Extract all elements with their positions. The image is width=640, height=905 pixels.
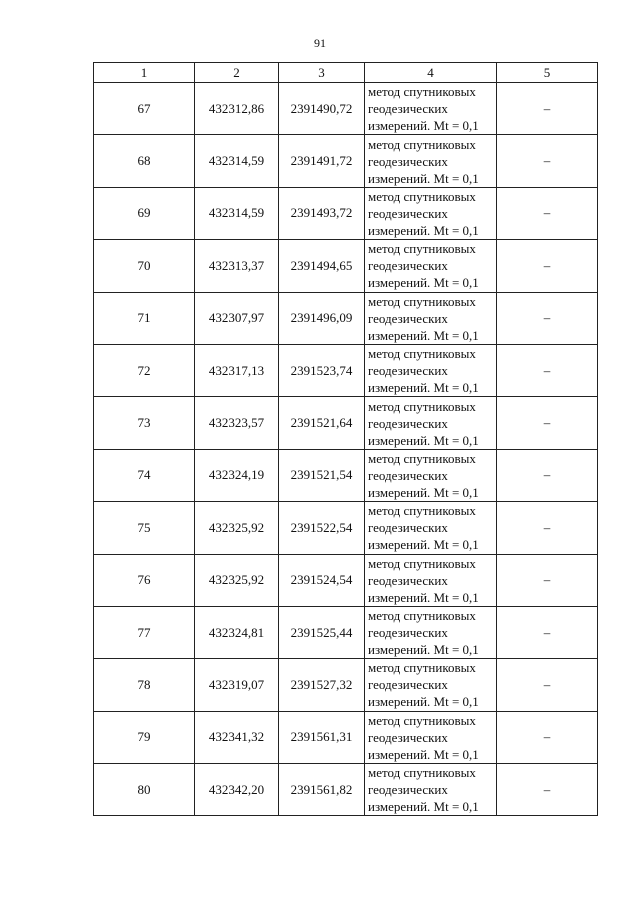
x-coordinate-cell: 432312,86 bbox=[195, 83, 279, 135]
point-number-cell: 71 bbox=[94, 292, 195, 344]
point-number-cell: 70 bbox=[94, 240, 195, 292]
method-line: метод спутниковых bbox=[368, 293, 476, 309]
note-cell: – bbox=[497, 659, 598, 711]
x-coordinate-cell: 432319,07 bbox=[195, 659, 279, 711]
table-row bbox=[94, 606, 598, 658]
column-header-3: 3 bbox=[279, 63, 365, 83]
table-header bbox=[94, 63, 598, 83]
table-row bbox=[94, 83, 598, 135]
y-coordinate-cell: 2391561,31 bbox=[279, 711, 365, 763]
method-line: измерений. Mt = 0,1 bbox=[368, 327, 479, 343]
method-cell bbox=[365, 502, 497, 554]
note-cell: – bbox=[497, 711, 598, 763]
note-cell: – bbox=[497, 449, 598, 501]
note-cell: – bbox=[497, 397, 598, 449]
method-line: метод спутниковых bbox=[368, 712, 476, 728]
method-line: геодезических bbox=[368, 363, 448, 379]
method-line: геодезических bbox=[368, 572, 448, 588]
point-number-cell: 72 bbox=[94, 344, 195, 396]
method-line: геодезических bbox=[368, 625, 448, 641]
method-cell bbox=[365, 240, 497, 292]
method-line: измерений. Mt = 0,1 bbox=[368, 380, 479, 396]
x-coordinate-cell: 432323,57 bbox=[195, 397, 279, 449]
y-coordinate-cell: 2391525,44 bbox=[279, 606, 365, 658]
method-line: измерений. Mt = 0,1 bbox=[368, 170, 479, 186]
method-line: геодезических bbox=[368, 520, 448, 536]
note-cell: – bbox=[497, 344, 598, 396]
x-coordinate-cell: 432342,20 bbox=[195, 764, 279, 816]
note-cell: – bbox=[497, 240, 598, 292]
method-line: геодезических bbox=[368, 258, 448, 274]
method-cell bbox=[365, 135, 497, 187]
point-number-cell: 78 bbox=[94, 659, 195, 711]
note-cell: – bbox=[497, 292, 598, 344]
method-line: метод спутниковых bbox=[368, 84, 476, 100]
note-cell: – bbox=[497, 554, 598, 606]
method-cell bbox=[365, 711, 497, 763]
note-cell: – bbox=[497, 83, 598, 135]
method-line: геодезических bbox=[368, 415, 448, 431]
table-row bbox=[94, 764, 598, 816]
note-cell: – bbox=[497, 187, 598, 239]
method-line: геодезических bbox=[368, 205, 448, 221]
table-row bbox=[94, 554, 598, 606]
page-number: 91 bbox=[314, 36, 326, 50]
table-row bbox=[94, 240, 598, 292]
method-line: геодезических bbox=[368, 782, 448, 798]
point-number-cell: 79 bbox=[94, 711, 195, 763]
y-coordinate-cell: 2391521,64 bbox=[279, 397, 365, 449]
y-coordinate-cell: 2391496,09 bbox=[279, 292, 365, 344]
method-line: метод спутниковых bbox=[368, 398, 476, 414]
y-coordinate-cell: 2391491,72 bbox=[279, 135, 365, 187]
note-cell: – bbox=[497, 502, 598, 554]
y-coordinate-cell: 2391490,72 bbox=[279, 83, 365, 135]
y-coordinate-cell: 2391521,54 bbox=[279, 449, 365, 501]
point-number-cell: 74 bbox=[94, 449, 195, 501]
method-cell bbox=[365, 187, 497, 239]
point-number-cell: 80 bbox=[94, 764, 195, 816]
x-coordinate-cell: 432317,13 bbox=[195, 344, 279, 396]
point-number-cell: 76 bbox=[94, 554, 195, 606]
method-cell bbox=[365, 83, 497, 135]
method-line: измерений. Mt = 0,1 bbox=[368, 275, 479, 291]
method-line: измерений. Mt = 0,1 bbox=[368, 484, 479, 500]
point-number-cell: 77 bbox=[94, 606, 195, 658]
y-coordinate-cell: 2391561,82 bbox=[279, 764, 365, 816]
x-coordinate-cell: 432314,59 bbox=[195, 135, 279, 187]
point-number-cell: 68 bbox=[94, 135, 195, 187]
method-line: метод спутниковых bbox=[368, 346, 476, 362]
x-coordinate-cell: 432324,19 bbox=[195, 449, 279, 501]
y-coordinate-cell: 2391523,74 bbox=[279, 344, 365, 396]
method-cell bbox=[365, 606, 497, 658]
coordinates-table bbox=[93, 62, 598, 816]
method-line: метод спутниковых bbox=[368, 660, 476, 676]
y-coordinate-cell: 2391527,32 bbox=[279, 659, 365, 711]
note-cell: – bbox=[497, 764, 598, 816]
point-number-cell: 75 bbox=[94, 502, 195, 554]
method-line: измерений. Mt = 0,1 bbox=[368, 799, 479, 815]
method-line: метод спутниковых bbox=[368, 450, 476, 466]
method-line: геодезических bbox=[368, 153, 448, 169]
x-coordinate-cell: 432313,37 bbox=[195, 240, 279, 292]
table-row bbox=[94, 135, 598, 187]
method-line: метод спутниковых bbox=[368, 136, 476, 152]
method-line: метод спутниковых bbox=[368, 503, 476, 519]
method-line: геодезических bbox=[368, 310, 448, 326]
y-coordinate-cell: 2391524,54 bbox=[279, 554, 365, 606]
method-cell bbox=[365, 764, 497, 816]
method-cell bbox=[365, 449, 497, 501]
table-row bbox=[94, 344, 598, 396]
column-header-2: 2 bbox=[195, 63, 279, 83]
method-line: метод спутниковых bbox=[368, 555, 476, 571]
header-row bbox=[94, 63, 598, 83]
method-cell bbox=[365, 344, 497, 396]
x-coordinate-cell: 432325,92 bbox=[195, 502, 279, 554]
method-cell bbox=[365, 397, 497, 449]
method-line: метод спутниковых bbox=[368, 241, 476, 257]
table-row bbox=[94, 449, 598, 501]
x-coordinate-cell: 432307,97 bbox=[195, 292, 279, 344]
method-line: геодезических bbox=[368, 677, 448, 693]
method-line: метод спутниковых bbox=[368, 608, 476, 624]
method-line: измерений. Mt = 0,1 bbox=[368, 746, 479, 762]
method-line: метод спутниковых bbox=[368, 188, 476, 204]
method-line: измерений. Mt = 0,1 bbox=[368, 642, 479, 658]
method-line: геодезических bbox=[368, 101, 448, 117]
x-coordinate-cell: 432325,92 bbox=[195, 554, 279, 606]
table-row bbox=[94, 292, 598, 344]
table-row bbox=[94, 659, 598, 711]
method-line: измерений. Mt = 0,1 bbox=[368, 222, 479, 238]
column-header-5: 5 bbox=[497, 63, 598, 83]
method-line: геодезических bbox=[368, 729, 448, 745]
y-coordinate-cell: 2391494,65 bbox=[279, 240, 365, 292]
method-cell bbox=[365, 554, 497, 606]
method-line: метод спутниковых bbox=[368, 765, 476, 781]
point-number-cell: 69 bbox=[94, 187, 195, 239]
y-coordinate-cell: 2391522,54 bbox=[279, 502, 365, 554]
x-coordinate-cell: 432324,81 bbox=[195, 606, 279, 658]
point-number-cell: 73 bbox=[94, 397, 195, 449]
x-coordinate-cell: 432341,32 bbox=[195, 711, 279, 763]
y-coordinate-cell: 2391493,72 bbox=[279, 187, 365, 239]
table-row bbox=[94, 711, 598, 763]
table-row bbox=[94, 502, 598, 554]
point-number-cell: 67 bbox=[94, 83, 195, 135]
note-cell: – bbox=[497, 135, 598, 187]
method-line: измерений. Mt = 0,1 bbox=[368, 537, 479, 553]
column-header-4: 4 bbox=[365, 63, 497, 83]
method-line: измерений. Mt = 0,1 bbox=[368, 589, 479, 605]
table-row bbox=[94, 397, 598, 449]
method-line: геодезических bbox=[368, 467, 448, 483]
method-line: измерений. Mt = 0,1 bbox=[368, 694, 479, 710]
x-coordinate-cell: 432314,59 bbox=[195, 187, 279, 239]
method-cell bbox=[365, 659, 497, 711]
method-cell bbox=[365, 292, 497, 344]
method-line: измерений. Mt = 0,1 bbox=[368, 432, 479, 448]
column-header-1: 1 bbox=[94, 63, 195, 83]
method-line: измерений. Mt = 0,1 bbox=[368, 118, 479, 134]
table-body bbox=[94, 83, 598, 816]
table-row bbox=[94, 187, 598, 239]
note-cell: – bbox=[497, 606, 598, 658]
